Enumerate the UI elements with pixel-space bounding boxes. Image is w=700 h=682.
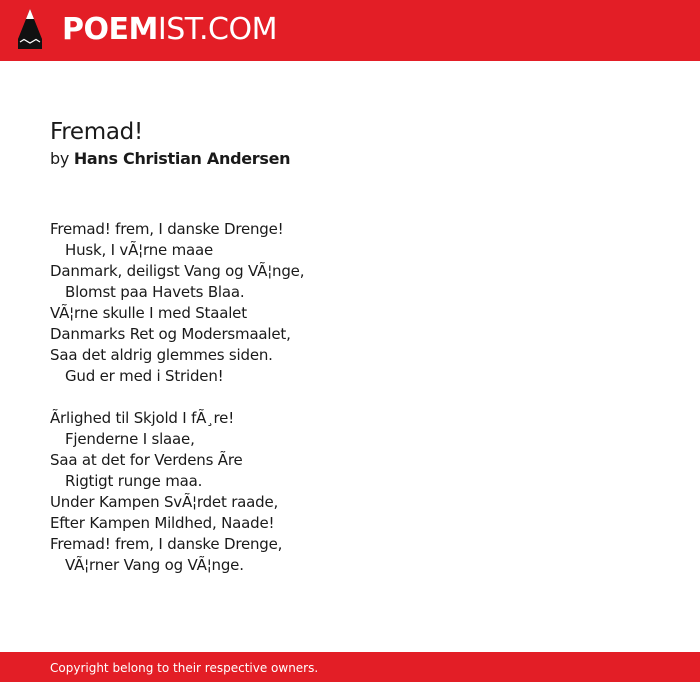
poem-stanza bbox=[50, 219, 650, 387]
poem-line: Gud er med i Striden! bbox=[65, 367, 224, 385]
poem-line: Under Kampen SvÃ¦rdet raade, bbox=[50, 493, 279, 511]
poem-byline bbox=[50, 148, 650, 170]
poem-line: Saa det aldrig glemmes siden. bbox=[50, 346, 273, 364]
poem-line: Fjenderne I slaae, bbox=[65, 430, 195, 448]
author-name[interactable]: Hans Christian Andersen bbox=[73, 149, 291, 168]
poem-line: Saa at det for Verdens Ãre bbox=[50, 451, 243, 469]
poem-line: Rigtigt runge maa. bbox=[65, 472, 203, 490]
poem-title: Fremad! bbox=[50, 119, 143, 145]
site-logo-link[interactable] bbox=[62, 12, 277, 48]
poem-stanza bbox=[50, 408, 650, 576]
poem-line: Efter Kampen Mildhed, Naade! bbox=[50, 514, 275, 532]
logo-text-light: IST.COM bbox=[157, 12, 277, 47]
by-label: by bbox=[50, 149, 70, 168]
poem-body bbox=[50, 219, 650, 597]
poem-line: Danmarks Ret og Modersmaalet, bbox=[50, 325, 291, 343]
poem-line: Fremad! frem, I danske Drenge! bbox=[50, 220, 284, 238]
poem-line: Husk, I vÃ¦rne maae bbox=[65, 241, 214, 259]
poem-line: Danmark, deiligst Vang og VÃ¦nge, bbox=[50, 262, 305, 280]
logo-text-bold: POEM bbox=[62, 12, 158, 47]
site-header bbox=[0, 0, 700, 61]
poem-line: Blomst paa Havets Blaa. bbox=[65, 283, 245, 301]
poem-line: Ãrlighed til Skjold I fÃ¸re! bbox=[50, 409, 235, 427]
copyright-text: Copyright belong to their respective owners. bbox=[50, 661, 319, 675]
poem-line: VÃ¦rner Vang og VÃ¦nge. bbox=[65, 556, 244, 574]
poem-heading bbox=[50, 117, 650, 170]
pencil-logo-icon[interactable] bbox=[16, 9, 44, 52]
poem-line: VÃ¦rne skulle I med Staalet bbox=[50, 304, 247, 322]
poem-line: Fremad! frem, I danske Drenge, bbox=[50, 535, 283, 553]
site-footer bbox=[0, 652, 700, 682]
